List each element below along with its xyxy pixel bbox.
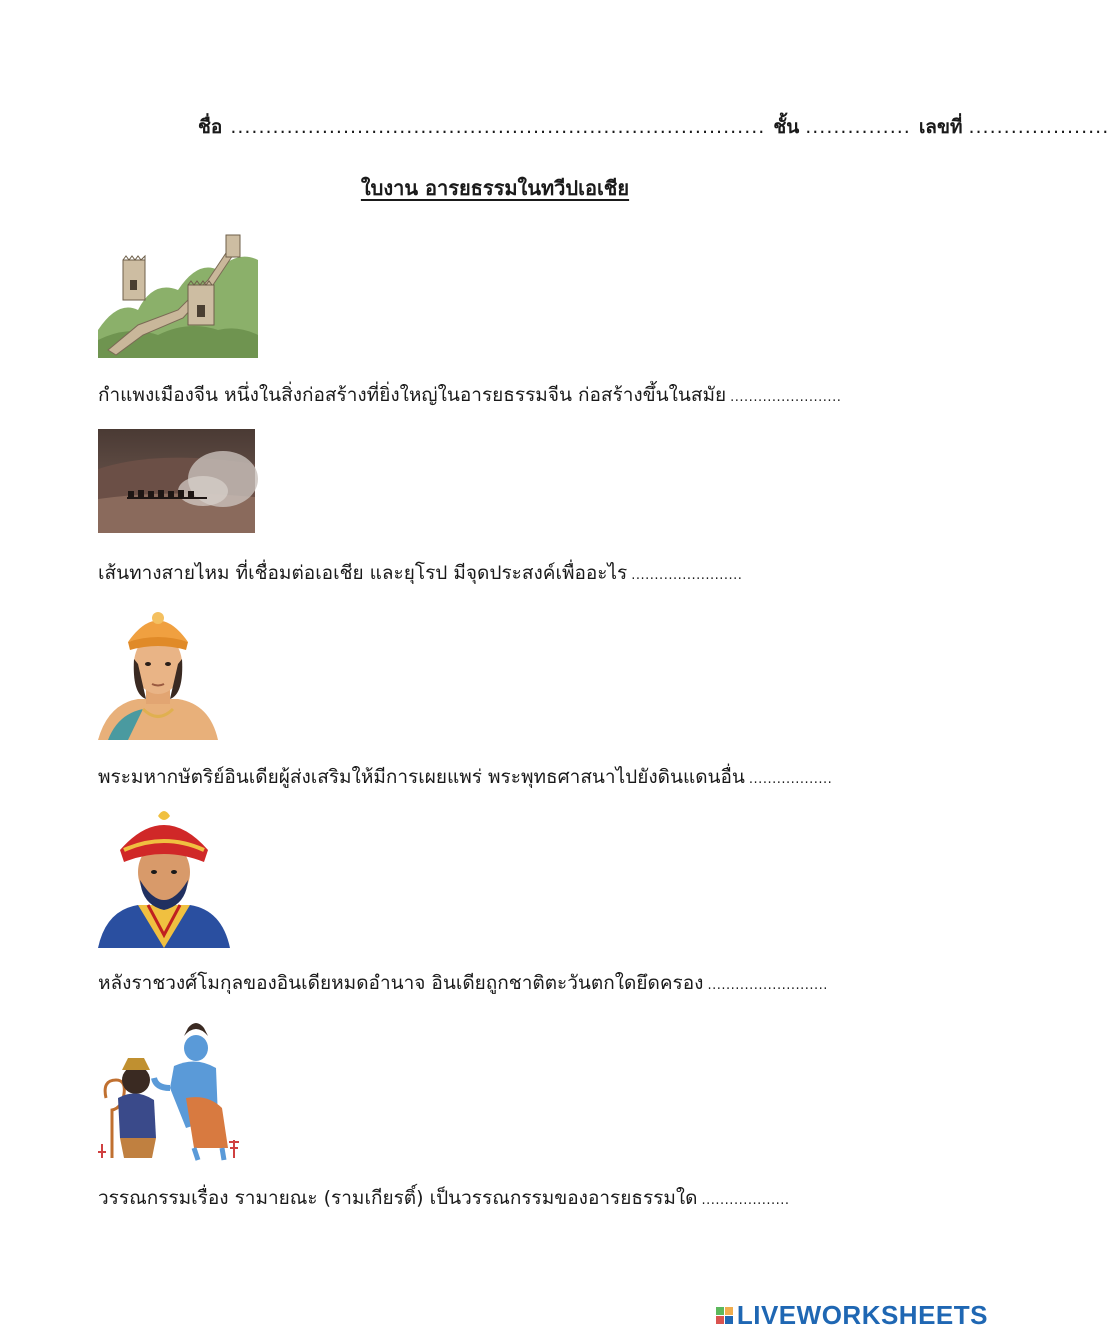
liveworksheets-wordmark: LIVEWORKSHEETS xyxy=(736,1300,988,1330)
class-field[interactable]: ............... xyxy=(805,116,911,138)
answer-field-4[interactable]: .......................... xyxy=(707,978,828,993)
silk-road-camel-caravan-image xyxy=(98,429,255,533)
name-label: ชื่อ xyxy=(198,116,223,138)
question-5 xyxy=(98,1183,790,1213)
number-label: เลขที่ xyxy=(918,116,963,138)
question-3 xyxy=(98,762,832,792)
indian-king-portrait-image xyxy=(98,604,218,740)
question-2 xyxy=(98,558,742,588)
liveworksheets-brand[interactable] xyxy=(716,1300,988,1331)
mughal-ruler-portrait-image xyxy=(98,810,230,948)
question-1-text: กำแพงเมืองจีน หนึ่งในสิ่งก่อสร้างที่ยิ่งใหญ่ในอารยธรรมจีน ก่อสร้างขึ้นในสมัย xyxy=(98,384,727,406)
great-wall-image xyxy=(98,230,258,358)
number-field[interactable]: .................... xyxy=(968,116,1109,138)
name-field[interactable]: ............................................................................ xyxy=(230,116,766,138)
ramayana-rama-hanuman-image xyxy=(98,1018,246,1164)
answer-field-1[interactable]: ........................ xyxy=(730,390,842,405)
question-4-text: หลังราชวงศ์โมกุลของอินเดียหมดอำนาจ อินเดียถูกชาติตะวันตกใดยึดครอง xyxy=(98,972,704,994)
answer-field-3[interactable]: .................. xyxy=(748,772,833,787)
question-5-text: วรรณกรรมเรื่อง รามายณะ (รามเกียรติ์) เป็นวรรณกรรมของอารยธรรมใด xyxy=(98,1187,698,1209)
class-label: ชั้น xyxy=(773,116,800,138)
question-1 xyxy=(98,380,841,410)
worksheet-title: ใบงาน อารยธรรมในทวีปเอเชีย xyxy=(360,176,630,200)
student-info-line xyxy=(198,112,1109,142)
answer-field-5[interactable]: ................... xyxy=(701,1193,790,1208)
liveworksheets-logo-icon xyxy=(716,1307,733,1324)
question-2-text: เส้นทางสายไหม ที่เชื่อมต่อเอเชีย และยุโรป มีจุดประสงค์เพื่ออะไร xyxy=(98,562,628,584)
answer-field-2[interactable]: ........................ xyxy=(631,568,743,583)
question-3-text: พระมหากษัตริย์อินเดียผู้ส่งเสริมให้มีการเผยแพร่ พระพุทธศาสนาไปยังดินแดนอื่น xyxy=(98,766,745,788)
question-4 xyxy=(98,968,828,998)
